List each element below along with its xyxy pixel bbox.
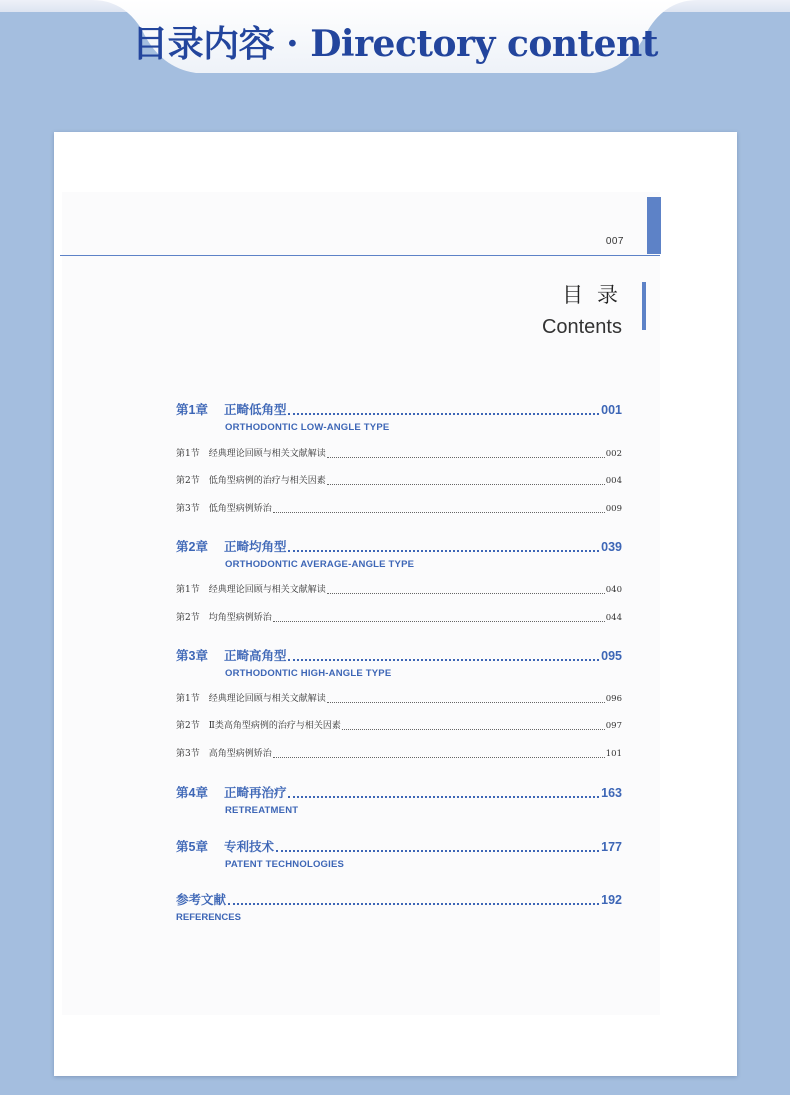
chapter-page: 001: [601, 403, 622, 417]
table-of-contents: [54, 132, 737, 1076]
dot-leader: [327, 457, 605, 458]
toc-section-entry: [176, 748, 622, 760]
section-title: 经典理论回顾与相关文献解读: [208, 694, 326, 704]
section-number: 第1节: [176, 694, 200, 704]
section-page: 097: [605, 721, 622, 731]
chapter-title-en: ORTHODONTIC AVERAGE-ANGLE TYPE: [225, 559, 415, 570]
toc-section-entry: [176, 448, 622, 460]
page-number: 007: [605, 236, 624, 247]
chapter-number: 第2章: [176, 540, 208, 554]
section-number: 第1节: [176, 585, 200, 595]
book-page: [54, 132, 737, 1076]
toc-section-entry: [176, 720, 622, 732]
section-page: 044: [605, 613, 622, 623]
section-page: 004: [605, 476, 622, 486]
section-page: 009: [605, 504, 622, 514]
chapter-title-en: PATENT TECHNOLOGIES: [225, 859, 345, 870]
dot-leader: [288, 550, 599, 552]
section-title: Ⅱ类高角型病例的治疗与相关因素: [208, 721, 341, 731]
section-title: 高角型病例矫治: [208, 749, 272, 759]
toc-references-entry: [176, 892, 622, 908]
section-number: 第1节: [176, 449, 200, 459]
toc-chapter-entry: [176, 402, 622, 418]
section-page: 096: [605, 694, 622, 704]
chapter-number: 第3章: [176, 649, 208, 663]
section-title: 低角型病例矫治: [208, 504, 272, 514]
toc-section-entry: [176, 693, 622, 705]
chapter-number: 第1章: [176, 403, 208, 417]
toc-chapter-entry: [176, 839, 622, 855]
chapter-title: 正畸高角型: [223, 649, 287, 663]
references-title: 参考文献: [176, 893, 227, 907]
dot-leader: [288, 659, 599, 661]
section-number: 第3节: [176, 749, 200, 759]
dot-leader: [276, 850, 599, 852]
toc-section-entry: [176, 475, 622, 487]
section-title: 经典理论回顾与相关文献解读: [208, 449, 326, 459]
toc-chapter-entry: [176, 785, 622, 801]
section-title: 经典理论回顾与相关文献解读: [208, 585, 326, 595]
references-title-en: REFERENCES: [176, 912, 241, 923]
chapter-title: 正畸均角型: [223, 540, 287, 554]
dot-leader: [273, 512, 605, 513]
section-title: 均角型病例矫治: [208, 613, 272, 623]
dot-leader: [327, 484, 605, 485]
chapter-page: 095: [601, 649, 622, 663]
contents-title-en: Contents: [541, 316, 622, 338]
section-page: 002: [605, 449, 622, 459]
section-number: 第3节: [176, 504, 200, 514]
toc-section-entry: [176, 584, 622, 596]
contents-title-cn: 目 录: [562, 284, 622, 307]
section-number: 第2节: [176, 721, 200, 731]
section-number: 第2节: [176, 613, 200, 623]
section-page: 040: [605, 585, 622, 595]
chapter-page: 039: [601, 540, 622, 554]
dot-leader: [327, 593, 605, 594]
dot-leader: [342, 729, 605, 730]
chapter-title-en: RETREATMENT: [225, 805, 299, 816]
toc-section-entry: [176, 612, 622, 624]
references-page: 192: [601, 893, 622, 907]
chapter-title-en: ORTHODONTIC LOW-ANGLE TYPE: [225, 422, 390, 433]
dot-leader: [288, 413, 599, 415]
banner-title: 目录内容 · Directory content: [132, 23, 658, 65]
dot-leader: [288, 796, 599, 798]
toc-chapter-entry: [176, 539, 622, 555]
toc-section-entry: [176, 503, 622, 515]
chapter-title: 正畸再治疗: [223, 786, 287, 800]
chapter-title-en: ORTHODONTIC HIGH-ANGLE TYPE: [225, 668, 392, 679]
chapter-title: 专利技术: [223, 840, 274, 854]
section-page: 101: [605, 749, 622, 759]
dot-leader: [327, 702, 605, 703]
chapter-page: 177: [601, 840, 622, 854]
dot-leader: [273, 621, 605, 622]
section-number: 第2节: [176, 476, 200, 486]
chapter-number: 第5章: [176, 840, 208, 854]
dot-leader: [228, 903, 599, 905]
section-title: 低角型病例的治疗与相关因素: [208, 476, 326, 486]
dot-leader: [273, 757, 605, 758]
chapter-page: 163: [601, 786, 622, 800]
chapter-title: 正畸低角型: [223, 403, 287, 417]
chapter-number: 第4章: [176, 786, 208, 800]
toc-chapter-entry: [176, 648, 622, 664]
